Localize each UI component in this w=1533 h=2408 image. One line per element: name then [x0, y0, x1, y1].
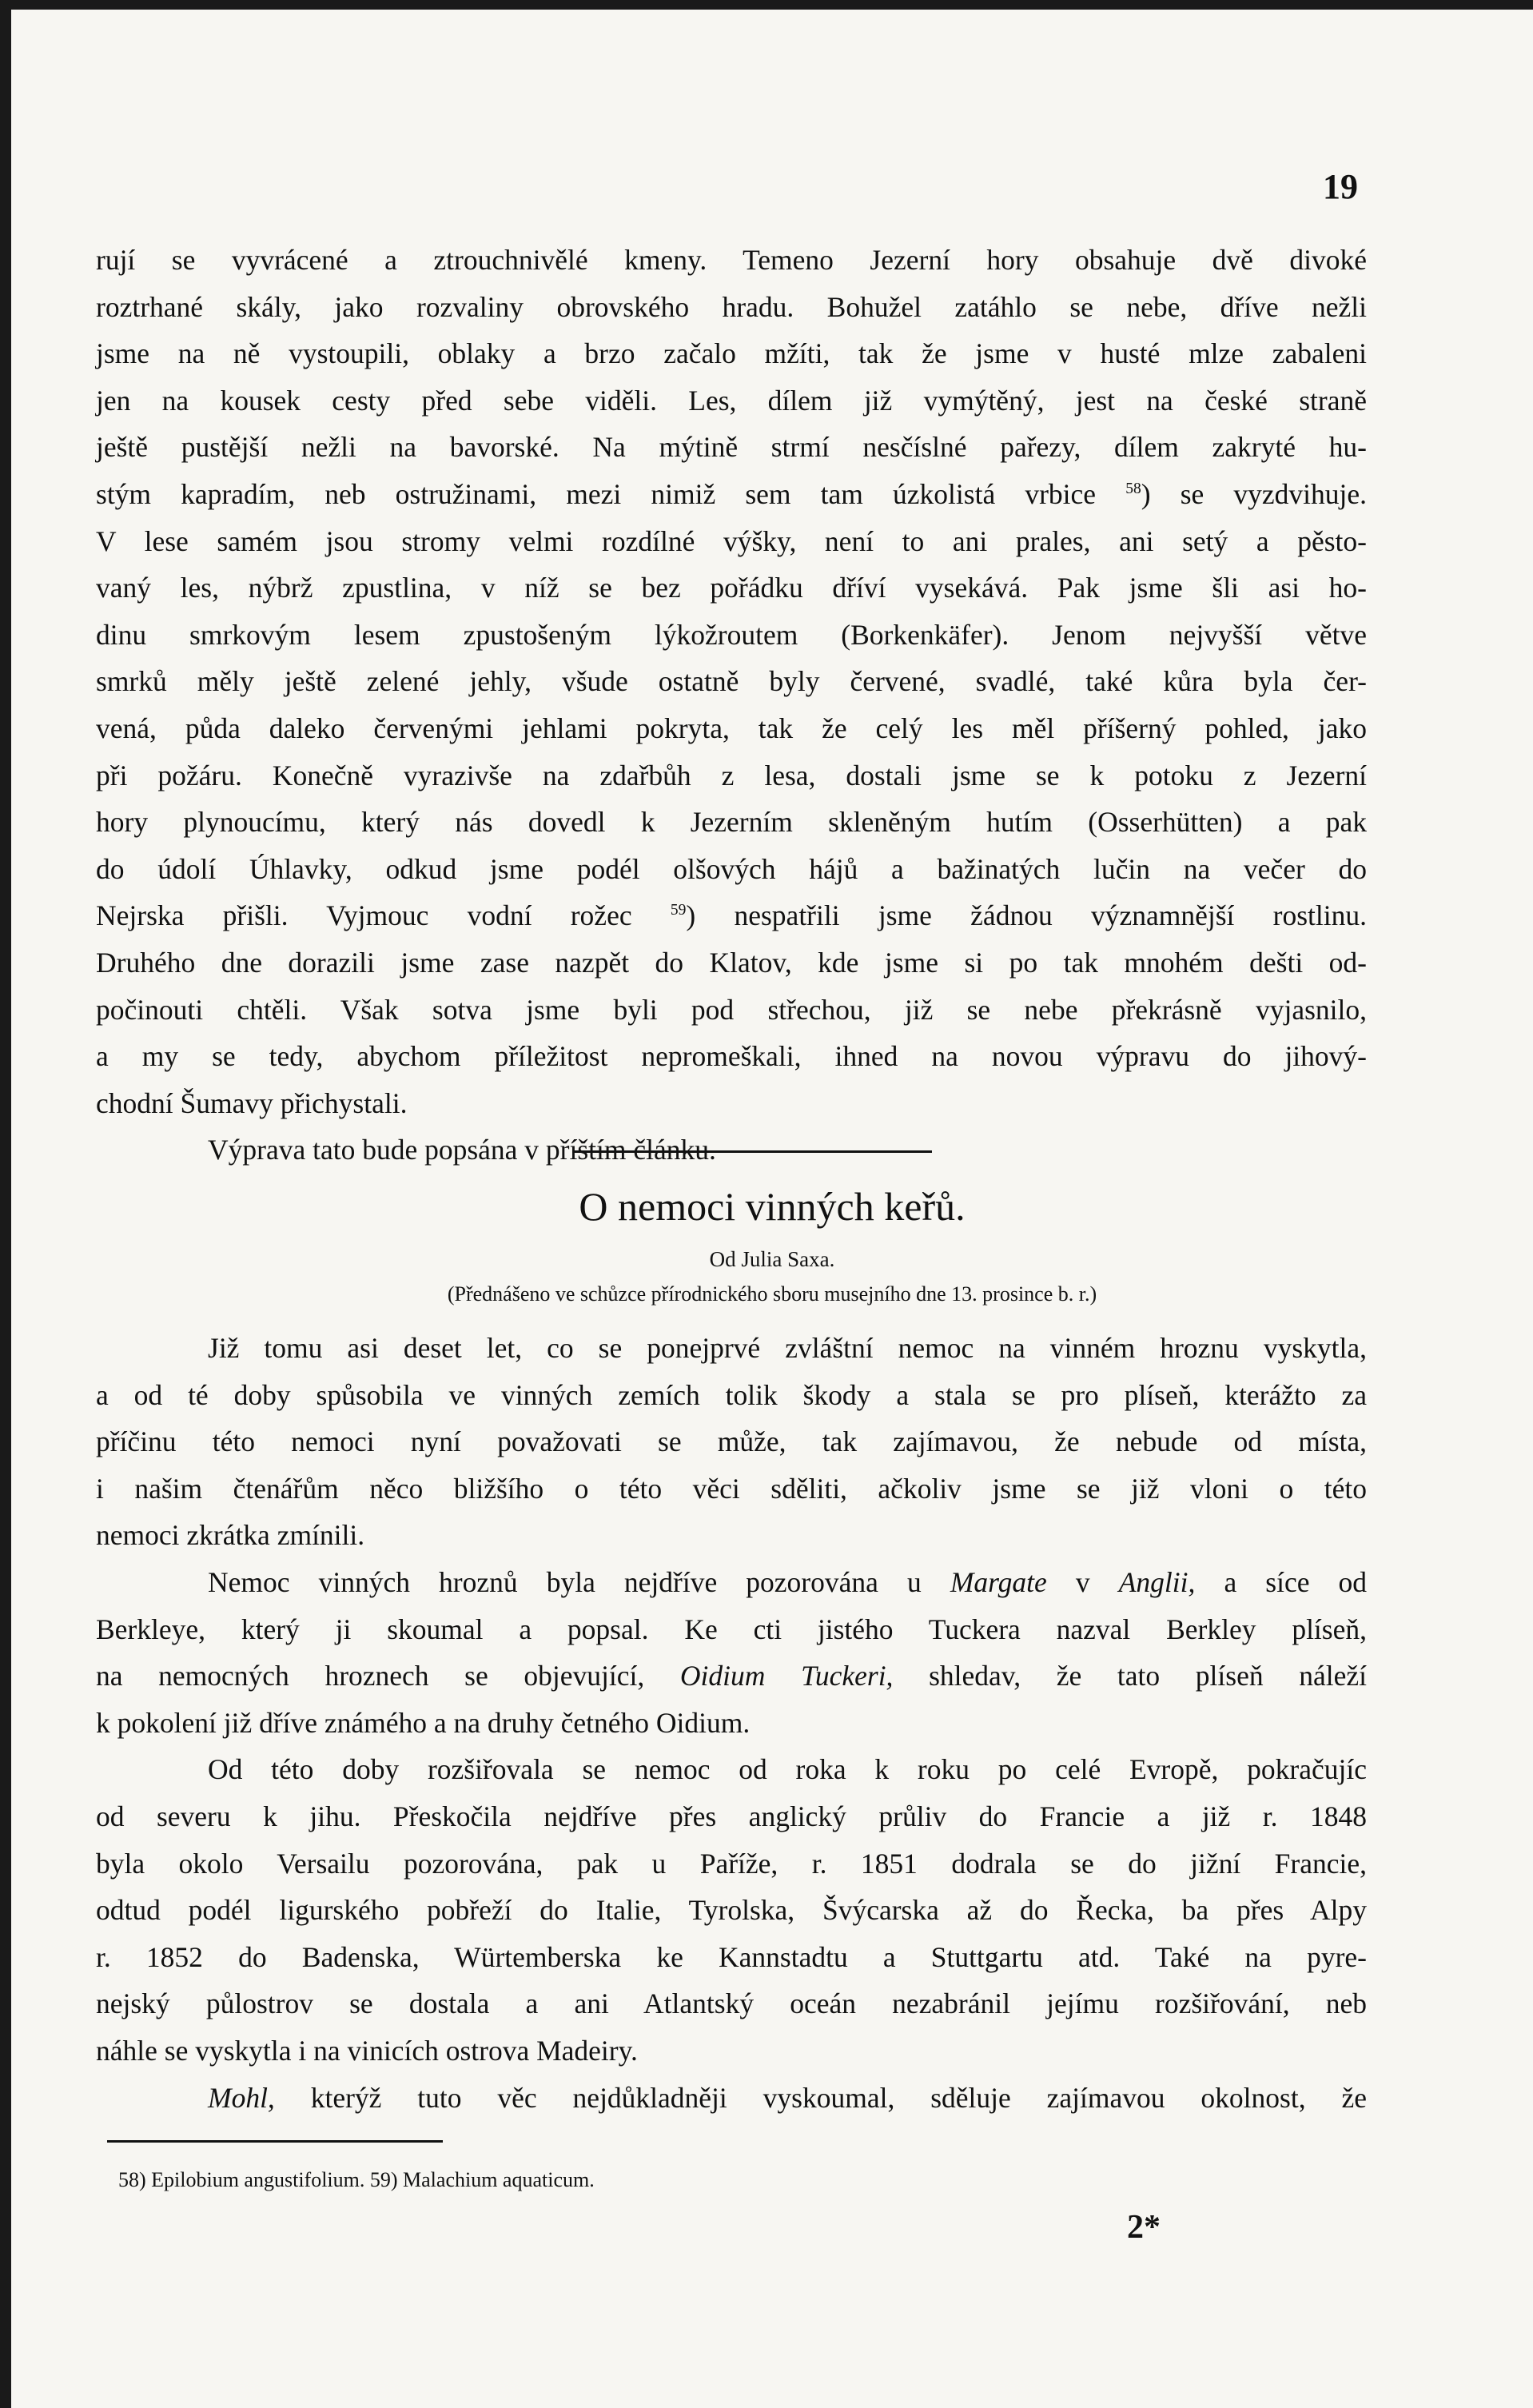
place-name: Anglii, — [1118, 1565, 1196, 1598]
text-fragment: Nejrska přišli. Vyjmouc vodní rožec — [96, 899, 632, 932]
text-fragment: stým kapradím, neb ostružinami, mezi nimiž sem tam úzkolistá vrbice — [96, 477, 1097, 510]
footnote-ref-58: 58 — [1125, 480, 1141, 498]
article-title: O nemoci vinných keřů. — [579, 1184, 966, 1229]
text-line: Nejrska přišli. Vyjmouc vodní rožec $^{59}$) nespatřili jsme žádnou významnější rostlinu. — [96, 899, 1368, 932]
text-fragment: v — [1075, 1565, 1090, 1598]
section-divider — [572, 1150, 932, 1153]
text-line: roztrhané skály, jako rozvaliny obrovského hradu. Bohužel zatáhlo se nebe, dříve nežli — [96, 290, 1367, 323]
text-fragment: na nemocných hroznech se objevující, — [96, 1660, 645, 1692]
author-name: Mohl, — [208, 2081, 275, 2114]
text-line: do údolí Úhlavky, odkud jsme podél olšových hájů a bažinatých lučin na večer do — [96, 852, 1367, 885]
text-fragment: se vyzdvihuje. — [1180, 477, 1368, 510]
text-line: od severu k jihu. Přeskočila nejdříve přes anglický průliv do Francie a již r. 1848 — [96, 1800, 1367, 1832]
signature-mark: 2* — [1127, 2209, 1161, 2246]
text-line: V lese samém jsou stromy velmi rozdílné výšky, není to ani prales, ani setý a pěsto- — [96, 524, 1367, 557]
text-line: rují se vyvrácené a ztrouchnivělé kmeny. Temeno Jezerní hory obsahuje dvě divoké — [96, 244, 1367, 276]
text-line: nemoci zkrátka zmínili. — [96, 1519, 365, 1552]
text-line: a my se tedy, abychom příležitost nepromeškali, ihned na novou výpravu do jihový- — [96, 1040, 1367, 1073]
species-name: Oidium Tuckeri, — [679, 1660, 894, 1692]
text-line: nejský půlostrov se dostala a ani Atlantský oceán nezabránil jejímu rozšiřování, neb — [96, 1987, 1367, 2020]
place-name: Margate — [950, 1565, 1047, 1598]
text-line: vaný les, nýbrž zpustlina, v níž se bez pořádku dříví vysekává. Pak jsme šli asi ho- — [96, 572, 1367, 604]
footnote: 58) Epilobium angustifolium. 59) Malachium aquaticum. — [118, 2168, 595, 2191]
article-body — [96, 1325, 1367, 2121]
text-line: hory plynoucímu, který nás dovedl k Jezerním skleněným hutím (Osserhütten) a pak — [96, 806, 1367, 839]
text-line: stým kapradím, neb ostružinami, mezi nimiž sem tam úzkolistá vrbice $^{58}$) se vyzdvihuje. — [96, 477, 1368, 510]
footnote-divider — [107, 2140, 443, 2143]
text-line: Od této doby rozšiřovala se nemoc od roka k roku po celé Evropě, pokračujíc — [208, 1753, 1367, 1786]
text-line — [96, 2075, 1367, 2122]
text-line: byla okolo Versailu pozorována, pak u Paříže, r. 1851 dodrala se do jižní Francie, — [96, 1847, 1367, 1880]
text-line: náhle se vyskytla i na vinicích ostrova Madeiry. — [96, 2034, 638, 2067]
text-fragment: a síce od — [1224, 1565, 1368, 1598]
book-page — [11, 10, 1533, 2408]
text-line: počinouti chtěli. Však sotva jsme byli pod střechou, již se nebe překrásně vyjasnilo, — [96, 993, 1367, 1026]
text-line: a od té doby spůsobila ve vinných zemích tolik škody a stala se pro plíseň, kterážto za — [96, 1378, 1367, 1411]
text-fragment: Nemoc vinných hroznů byla nejdříve pozorována u — [208, 1565, 922, 1598]
text-line: vená, půda daleko červenými jehlami pokryta, tak že celý les měl příšerný pohled, jako — [96, 712, 1367, 744]
text-line: při požáru. Konečně vyrazivše na zdařbůh z lesa, dostali jsme se k potoku z Jezerní — [96, 759, 1367, 791]
text-line — [96, 1653, 1367, 1700]
page-number: 19 — [1323, 167, 1358, 206]
article-note: (Přednášeno ve schůzce přírodnického sboru musejního dne 13. prosince b. r.) — [447, 1282, 1097, 1306]
footnote-ref-59: 59 — [670, 902, 687, 919]
text-line: Druhého dne dorazili jsme zase nazpět do Klatov, kde jsme si po tak mnohém dešti od- — [96, 946, 1367, 979]
text-line: odtud podél ligurského pobřeží do Italie, Tyrolska, Švýcarska až do Řecka, ba přes Alpy — [96, 1894, 1367, 1927]
article-byline: Od Julia Saxa. — [709, 1247, 835, 1271]
text-fragment: shledav, že tato plíseň náleží — [929, 1660, 1368, 1692]
text-line: příčinu této nemoci nyní považovati se může, tak zajímavou, že nebude od místa, — [96, 1425, 1367, 1458]
intro-paragraph — [96, 237, 1367, 1174]
text-line: Berkleye, který ji skoumal a popsal. Ke cti jistého Tuckera nazval Berkley plíseň, — [96, 1613, 1367, 1645]
text-line: ještě pustější nežli na bavorské. Na mýtině strmí nesčíslné pařezy, dílem zakryté hu- — [96, 431, 1367, 464]
text-line: dinu smrkovým lesem zpustošeným lýkožroutem (Borkenkäfer). Jenom nejvyšší větve — [96, 618, 1367, 651]
text-line: jen na kousek cesty před sebe viděli. Les, dílem již vymýtěný, jest na české straně — [96, 384, 1367, 417]
closing-sentence: Výprava tato bude popsána v příštím článku. — [208, 1134, 716, 1166]
text-line: Již tomu asi deset let, co se ponejprvé zvláštní nemoc na vinném hroznu vyskytla, — [208, 1332, 1367, 1364]
text-line: jsme na ně vystoupili, oblaky a brzo začalo mžíti, tak že jsme v husté mlze zabaleni — [96, 337, 1367, 370]
text-fragment: nespatřili jsme žádnou významnější rostlinu. — [734, 899, 1368, 932]
text-line: k pokolení již dříve známého a na druhy četného Oidium. — [96, 1706, 751, 1739]
text-line: chodní Šumavy přichystali. — [96, 1086, 408, 1119]
text-line: i našim čtenářům něco bližšího o této věci sděliti, ačkoliv jsme se již vloni o této — [96, 1472, 1367, 1505]
text-line: smrků měly ještě zelené jehly, všude ostatně byly červené, svadlé, také kůra byla čer- — [96, 665, 1367, 698]
text-fragment: kterýž tuto věc nejdůkladněji vyskoumal, sděluje zajímavou okolnost, že — [310, 2081, 1367, 2114]
text-line — [96, 1559, 1367, 1606]
text-line: r. 1852 do Badenska, Würtemberska ke Kannstadtu a Stuttgartu atd. Také na pyre- — [96, 1940, 1367, 1973]
